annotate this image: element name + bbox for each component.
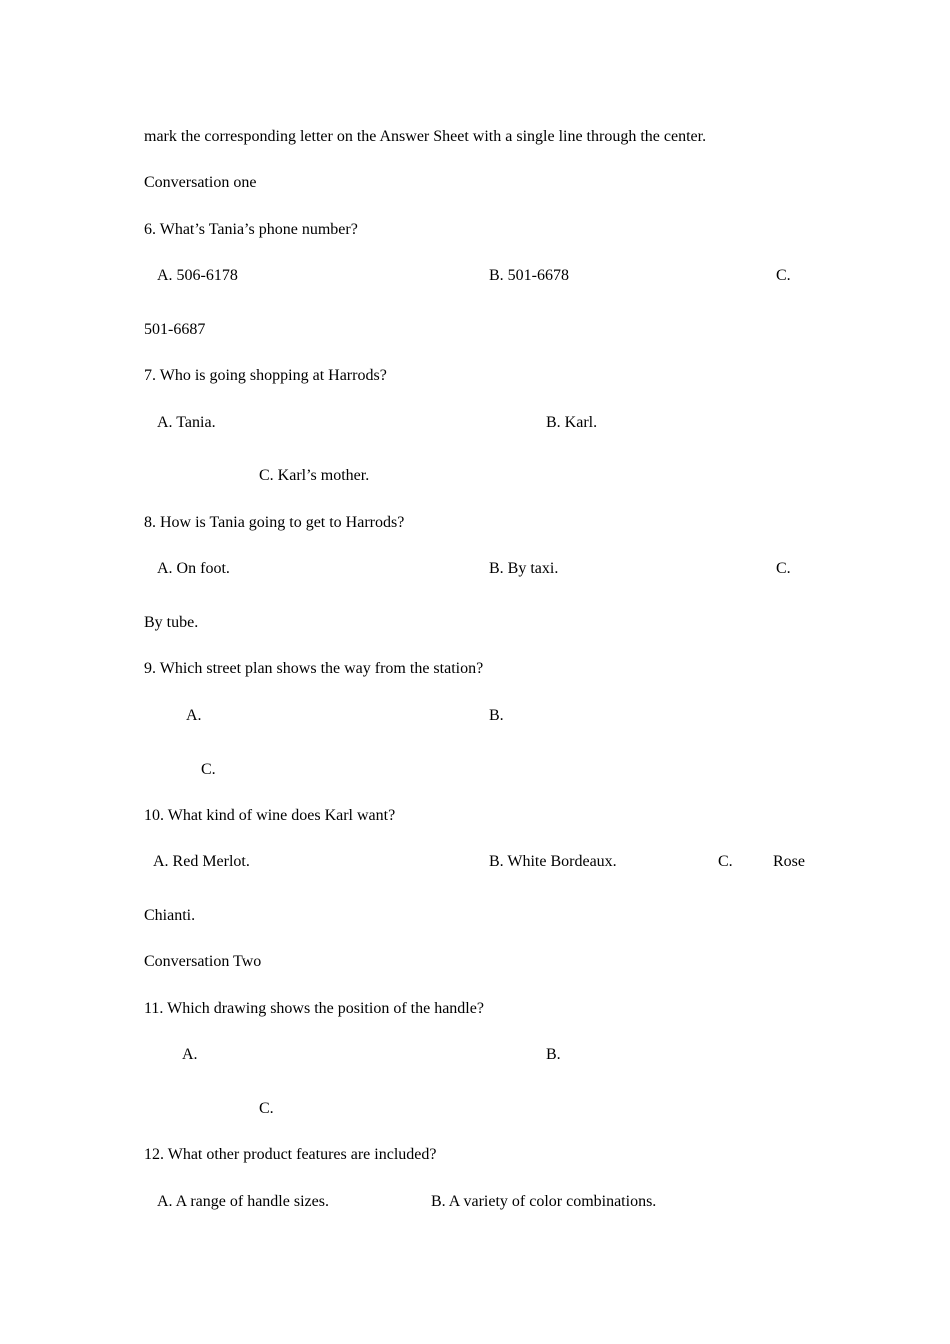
- q11-option-c: C.: [259, 1100, 274, 1117]
- question-11: 11. Which drawing shows the position of the handle?: [144, 1000, 484, 1017]
- q10-option-c-word: Rose: [773, 853, 805, 870]
- q8-option-b: B. By taxi.: [489, 560, 559, 577]
- question-12: 12. What other product features are included?: [144, 1146, 437, 1163]
- question-10: 10. What kind of wine does Karl want?: [144, 807, 396, 824]
- q10-option-c-text: Chianti.: [144, 907, 196, 924]
- section-heading-conversation-one: Conversation one: [144, 174, 257, 191]
- q7-option-a: A. Tania.: [157, 414, 216, 431]
- q11-option-b: B.: [546, 1046, 561, 1063]
- q10-option-c: C.: [718, 853, 733, 870]
- q6-option-c-text: 501-6687: [144, 321, 206, 338]
- q12-option-b: B. A variety of color combinations.: [431, 1193, 657, 1210]
- q6-option-a: A. 506-6178: [157, 267, 238, 284]
- q6-option-c: C.: [776, 267, 791, 284]
- q6-option-b: B. 501-6678: [489, 267, 569, 284]
- question-7: 7. Who is going shopping at Harrods?: [144, 367, 387, 384]
- section-heading-conversation-two: Conversation Two: [144, 953, 262, 970]
- q8-option-c: C.: [776, 560, 791, 577]
- question-6: 6. What’s Tania’s phone number?: [144, 221, 358, 238]
- question-8: 8. How is Tania going to get to Harrods?: [144, 514, 405, 531]
- q8-option-a: A. On foot.: [157, 560, 230, 577]
- instruction-text: mark the corresponding letter on the Answer Sheet with a single line through the center.: [144, 128, 707, 145]
- q9-option-a: A.: [186, 707, 202, 724]
- q10-option-a: A. Red Merlot.: [153, 853, 250, 870]
- q9-option-b: B.: [489, 707, 504, 724]
- q10-option-b: B. White Bordeaux.: [489, 853, 617, 870]
- q12-option-a: A. A range of handle sizes.: [157, 1193, 329, 1210]
- q9-option-c: C.: [201, 761, 216, 778]
- q7-option-b: B. Karl.: [546, 414, 598, 431]
- q11-option-a: A.: [182, 1046, 198, 1063]
- q7-option-c: C. Karl’s mother.: [259, 467, 370, 484]
- q8-option-c-text: By tube.: [144, 614, 199, 631]
- question-9: 9. Which street plan shows the way from the station?: [144, 660, 484, 677]
